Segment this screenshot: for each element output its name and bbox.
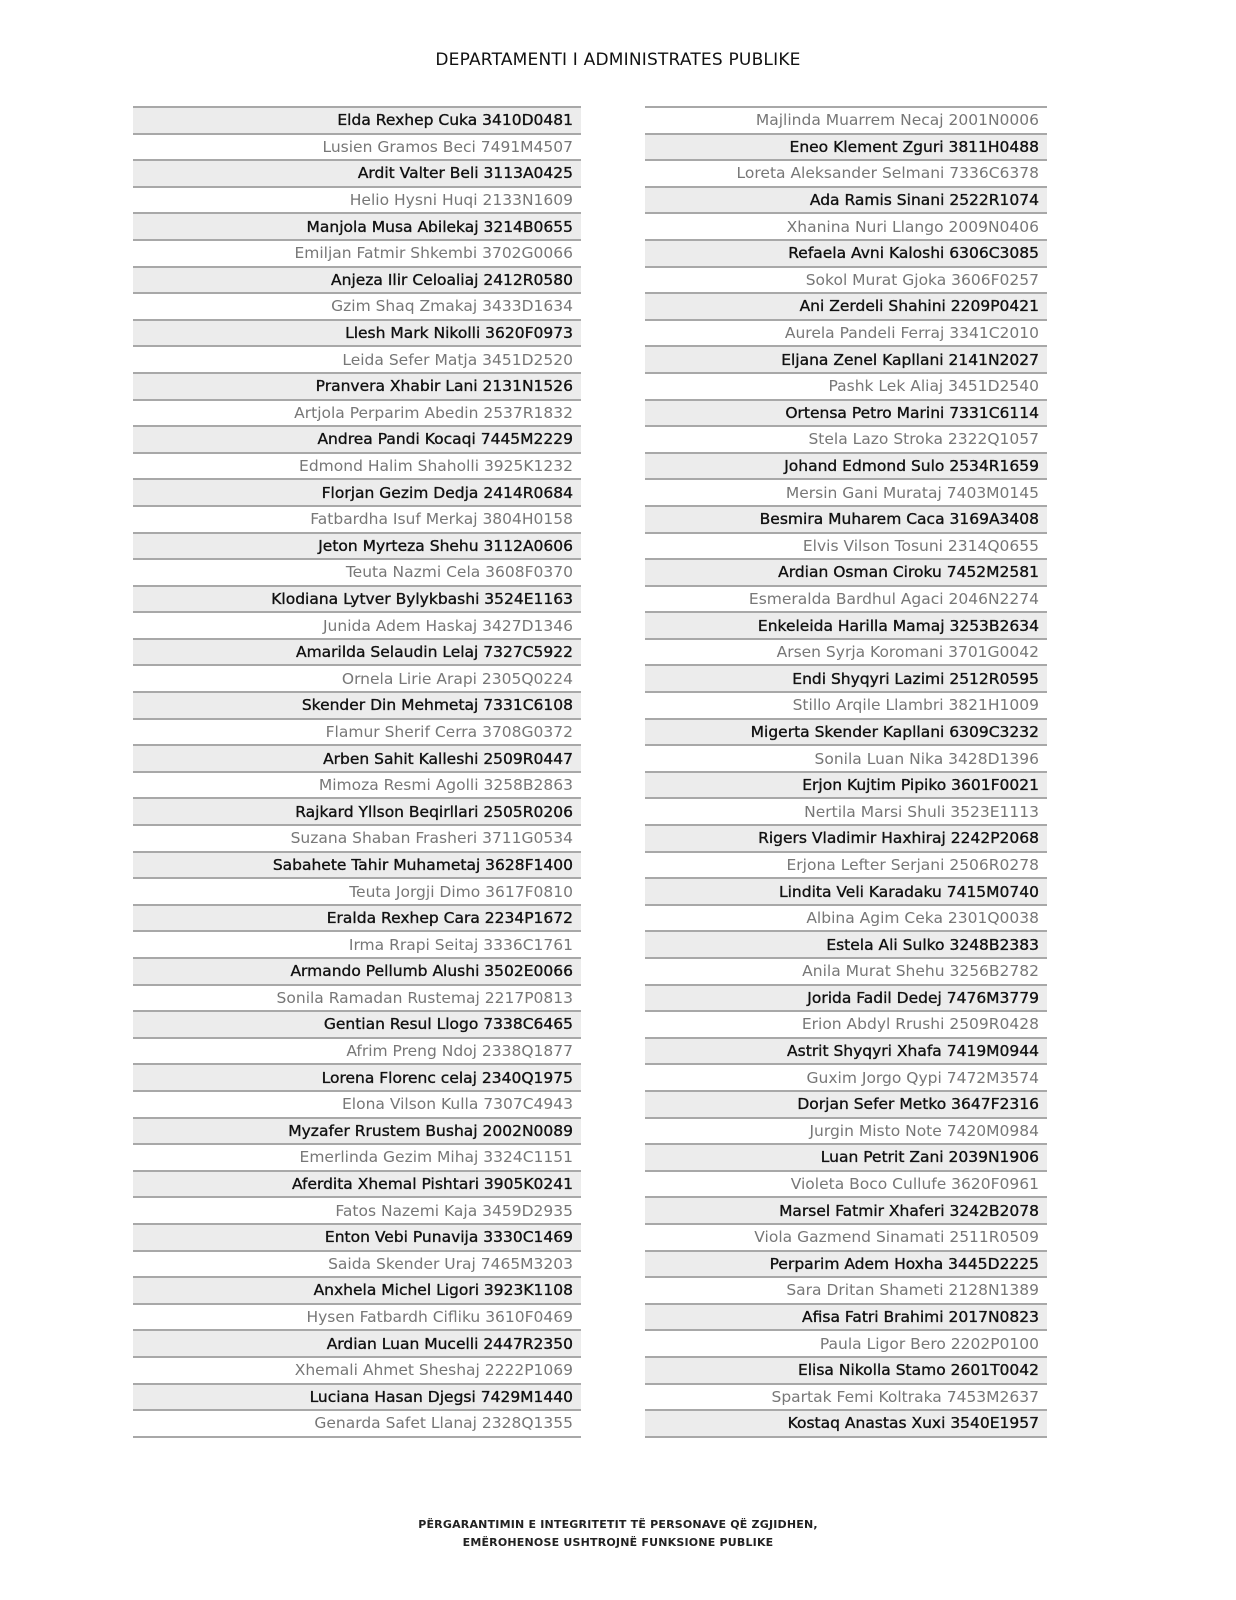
- list-item: Ardian Osman Ciroku 7452M2581: [645, 558, 1047, 585]
- list-item: Eljana Zenel Kapllani 2141N2027: [645, 345, 1047, 372]
- list-item: Helio Hysni Huqi 2133N1609: [133, 186, 581, 213]
- list-item: Jurgin Misto Note 7420M0984: [645, 1117, 1047, 1144]
- list-item: Loreta Aleksander Selmani 7336C6378: [645, 159, 1047, 186]
- footer-line-2: EMËROHENOSE USHTROJNË FUNKSIONE PUBLIKE: [462, 1536, 774, 1549]
- list-item: Elona Vilson Kulla 7307C4943: [133, 1090, 581, 1117]
- list-item: Erjon Kujtim Pipiko 3601F0021: [645, 771, 1047, 798]
- list-item: Lindita Veli Karadaku 7415M0740: [645, 877, 1047, 904]
- list-item: Teuta Nazmi Cela 3608F0370: [133, 558, 581, 585]
- list-item: Sabahete Tahir Muhametaj 3628F1400: [133, 851, 581, 878]
- list-item: Refaela Avni Kaloshi 6306C3085: [645, 239, 1047, 266]
- list-item: Pranvera Xhabir Lani 2131N1526: [133, 372, 581, 399]
- list-item: Pashk Lek Aliaj 3451D2540: [645, 372, 1047, 399]
- list-item: Lusien Gramos Beci 7491M4507: [133, 133, 581, 160]
- list-item: Llesh Mark Nikolli 3620F0973: [133, 319, 581, 346]
- list-item: Guxim Jorgo Qypi 7472M3574: [645, 1063, 1047, 1090]
- list-item: Elisa Nikolla Stamo 2601T0042: [645, 1356, 1047, 1383]
- list-item: Aferdita Xhemal Pishtari 3905K0241: [133, 1170, 581, 1197]
- right-name-list: [645, 106, 1047, 1438]
- list-item: Kostaq Anastas Xuxi 3540E1957: [645, 1409, 1047, 1436]
- list-item: Rajkard Yllson Beqirllari 2505R0206: [133, 797, 581, 824]
- list-item: Paula Ligor Bero 2202P0100: [645, 1329, 1047, 1356]
- list-item: Xhemali Ahmet Sheshaj 2222P1069: [133, 1356, 581, 1383]
- footer: [0, 1516, 1236, 1552]
- list-item: Erion Abdyl Rrushi 2509R0428: [645, 1010, 1047, 1037]
- list-item: Genarda Safet Llanaj 2328Q1355: [133, 1409, 581, 1436]
- list-item: Endi Shyqyri Lazimi 2512R0595: [645, 664, 1047, 691]
- list-item: Junida Adem Haskaj 3427D1346: [133, 611, 581, 638]
- list-item: Artjola Perparim Abedin 2537R1832: [133, 399, 581, 426]
- list-item: Esmeralda Bardhul Agaci 2046N2274: [645, 585, 1047, 612]
- list-item: Enton Vebi Punavija 3330C1469: [133, 1223, 581, 1250]
- list-item: Ortensa Petro Marini 7331C6114: [645, 399, 1047, 426]
- list-item: Elvis Vilson Tosuni 2314Q0655: [645, 532, 1047, 559]
- list-item: Marsel Fatmir Xhaferi 3242B2078: [645, 1196, 1047, 1223]
- list-item: Lorena Florenc celaj 2340Q1975: [133, 1063, 581, 1090]
- list-item: Anjeza Ilir Celoaliaj 2412R0580: [133, 266, 581, 293]
- list-item: Manjola Musa Abilekaj 3214B0655: [133, 212, 581, 239]
- list-item: Leida Sefer Matja 3451D2520: [133, 345, 581, 372]
- list-item: Emerlinda Gezim Mihaj 3324C1151: [133, 1143, 581, 1170]
- list-item: Violeta Boco Cullufe 3620F0961: [645, 1170, 1047, 1197]
- list-item: Migerta Skender Kapllani 6309C3232: [645, 718, 1047, 745]
- list-item: Aurela Pandeli Ferraj 3341C2010: [645, 319, 1047, 346]
- list-item: Mersin Gani Murataj 7403M0145: [645, 478, 1047, 505]
- list-item: Teuta Jorgji Dimo 3617F0810: [133, 877, 581, 904]
- list-item: Jorida Fadil Dedej 7476M3779: [645, 984, 1047, 1011]
- list-item: Klodiana Lytver Bylykbashi 3524E1163: [133, 585, 581, 612]
- list-item: Sonila Luan Nika 3428D1396: [645, 744, 1047, 771]
- list-item: Elda Rexhep Cuka 3410D0481: [133, 106, 581, 133]
- list-item: Flamur Sherif Cerra 3708G0372: [133, 718, 581, 745]
- list-item: Arsen Syrja Koromani 3701G0042: [645, 638, 1047, 665]
- list-item: Andrea Pandi Kocaqi 7445M2229: [133, 425, 581, 452]
- list-item: Stillo Arqile Llambri 3821H1009: [645, 691, 1047, 718]
- list-item: Edmond Halim Shaholli 3925K1232: [133, 452, 581, 479]
- list-item: Ornela Lirie Arapi 2305Q0224: [133, 664, 581, 691]
- list-item: Erjona Lefter Serjani 2506R0278: [645, 851, 1047, 878]
- list-item: Viola Gazmend Sinamati 2511R0509: [645, 1223, 1047, 1250]
- list-item: Skender Din Mehmetaj 7331C6108: [133, 691, 581, 718]
- list-item: Arben Sahit Kalleshi 2509R0447: [133, 744, 581, 771]
- list-item: Florjan Gezim Dedja 2414R0684: [133, 478, 581, 505]
- list-item: Nertila Marsi Shuli 3523E1113: [645, 797, 1047, 824]
- list-item: Sara Dritan Shameti 2128N1389: [645, 1276, 1047, 1303]
- list-item: Hysen Fatbardh Cifliku 3610F0469: [133, 1303, 581, 1330]
- list-item: Fatos Nazemi Kaja 3459D2935: [133, 1196, 581, 1223]
- list-item: Johand Edmond Sulo 2534R1659: [645, 452, 1047, 479]
- list-item: Xhanina Nuri Llango 2009N0406: [645, 212, 1047, 239]
- divider: [645, 1436, 1047, 1438]
- list-item: Spartak Femi Koltraka 7453M2637: [645, 1383, 1047, 1410]
- list-item: Anila Murat Shehu 3256B2782: [645, 957, 1047, 984]
- list-item: Saida Skender Uraj 7465M3203: [133, 1250, 581, 1277]
- list-item: Irma Rrapi Seitaj 3336C1761: [133, 930, 581, 957]
- list-item: Sonila Ramadan Rustemaj 2217P0813: [133, 984, 581, 1011]
- list-item: Perparim Adem Hoxha 3445D2225: [645, 1250, 1047, 1277]
- list-item: Ani Zerdeli Shahini 2209P0421: [645, 292, 1047, 319]
- list-item: Jeton Myrteza Shehu 3112A0606: [133, 532, 581, 559]
- list-item: Ada Ramis Sinani 2522R1074: [645, 186, 1047, 213]
- list-item: Amarilda Selaudin Lelaj 7327C5922: [133, 638, 581, 665]
- list-item: Ardit Valter Beli 3113A0425: [133, 159, 581, 186]
- list-item: Armando Pellumb Alushi 3502E0066: [133, 957, 581, 984]
- list-item: Majlinda Muarrem Necaj 2001N0006: [645, 106, 1047, 133]
- list-item: Suzana Shaban Frasheri 3711G0534: [133, 824, 581, 851]
- list-item: Estela Ali Sulko 3248B2383: [645, 930, 1047, 957]
- list-item: Besmira Muharem Caca 3169A3408: [645, 505, 1047, 532]
- list-item: Astrit Shyqyri Xhafa 7419M0944: [645, 1037, 1047, 1064]
- page-title: DEPARTAMENTI I ADMINISTRATES PUBLIKE: [435, 50, 801, 70]
- list-item: Dorjan Sefer Metko 3647F2316: [645, 1090, 1047, 1117]
- divider: [133, 1436, 581, 1438]
- list-item: Eneo Klement Zguri 3811H0488: [645, 133, 1047, 160]
- list-item: Stela Lazo Stroka 2322Q1057: [645, 425, 1047, 452]
- list-item: Afrim Preng Ndoj 2338Q1877: [133, 1037, 581, 1064]
- list-item: Emiljan Fatmir Shkembi 3702G0066: [133, 239, 581, 266]
- list-item: Sokol Murat Gjoka 3606F0257: [645, 266, 1047, 293]
- list-item: Enkeleida Harilla Mamaj 3253B2634: [645, 611, 1047, 638]
- list-item: Mimoza Resmi Agolli 3258B2863: [133, 771, 581, 798]
- list-item: Ardian Luan Mucelli 2447R2350: [133, 1329, 581, 1356]
- list-item: Afisa Fatri Brahimi 2017N0823: [645, 1303, 1047, 1330]
- list-item: Gzim Shaq Zmakaj 3433D1634: [133, 292, 581, 319]
- list-item: Luan Petrit Zani 2039N1906: [645, 1143, 1047, 1170]
- list-item: Gentian Resul Llogo 7338C6465: [133, 1010, 581, 1037]
- list-item: Eralda Rexhep Cara 2234P1672: [133, 904, 581, 931]
- list-item: Anxhela Michel Ligori 3923K1108: [133, 1276, 581, 1303]
- list-item: Luciana Hasan Djegsi 7429M1440: [133, 1383, 581, 1410]
- list-item: Rigers Vladimir Haxhiraj 2242P2068: [645, 824, 1047, 851]
- left-name-list: [133, 106, 581, 1438]
- footer-line-1: PËRGARANTIMIN E INTEGRITETIT TË PERSONAVE QË ZGJIDHEN,: [418, 1518, 818, 1531]
- list-item: Fatbardha Isuf Merkaj 3804H0158: [133, 505, 581, 532]
- list-item: Albina Agim Ceka 2301Q0038: [645, 904, 1047, 931]
- list-item: Myzafer Rrustem Bushaj 2002N0089: [133, 1117, 581, 1144]
